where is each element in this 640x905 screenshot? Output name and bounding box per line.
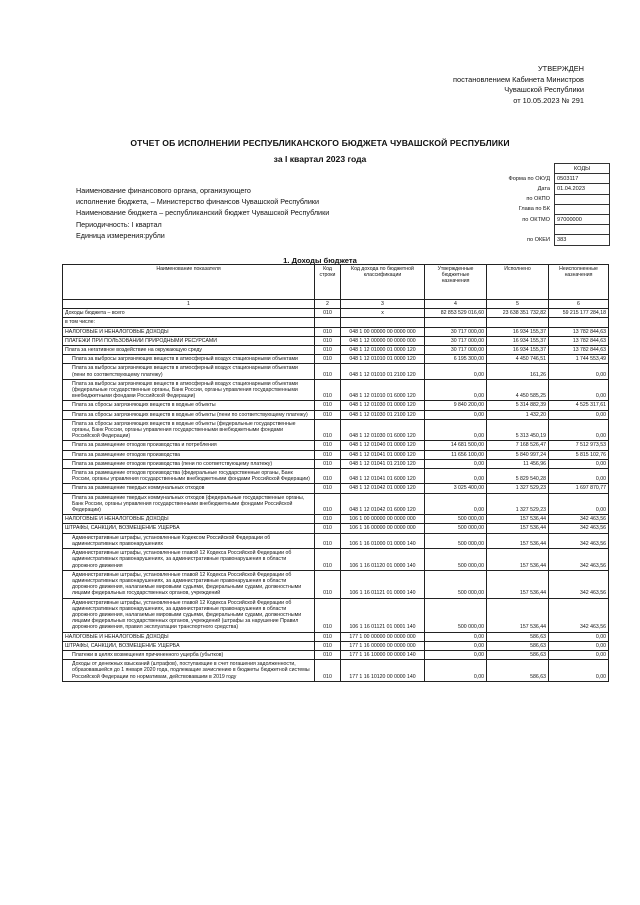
row-approved: 30 717 000,00 [425,336,487,345]
row-budget-code: x [341,309,425,318]
row-name: Плата за сбросы загрязняющих веществ в водные объекты (федеральные государственные органы, Банк России, органы управления государственными внебюджетными фондами Российской Федерации) [63,419,315,441]
codes-table [490,163,610,246]
row-executed: 16 934 155,37 [487,327,549,336]
row-line-code: 010 [315,336,341,345]
row-executed: 1 327 529,23 [487,484,549,493]
codes-header-row [490,164,610,174]
row-budget-code: 106 1 16 01120 01 0000 140 [341,549,425,571]
row-approved: 0,00 [425,632,487,641]
row-unexecuted: 13 782 844,63 [549,336,609,345]
table-row [63,364,609,379]
row-budget-code [341,318,425,327]
row-line-code [315,318,341,327]
row-unexecuted: 342 463,56 [549,598,609,632]
row-executed: 586,63 [487,650,549,659]
approval-line: от 10.05.2023 № 291 [513,95,584,105]
row-name: Плата за размещение отходов производства (федеральные государственные органы, Банк России, органы управления государственными внебюджетными фондами Российской Федерации) [63,469,315,484]
row-budget-code: 177 1 16 10120 00 0000 140 [341,660,425,682]
table-row [63,660,609,682]
row-budget-code: 048 1 12 01030 01 0000 120 [341,401,425,410]
row-unexecuted: 0,00 [549,650,609,659]
row-executed: 16 934 155,37 [487,346,549,355]
row-unexecuted: 0,00 [549,419,609,441]
row-executed: 11 456,96 [487,459,549,468]
row-executed: 1 327 529,23 [487,493,549,515]
codes-label: по ОКПО [526,196,550,203]
row-approved: 500 000,00 [425,524,487,533]
row-name: НАЛОГОВЫЕ И НЕНАЛОГОВЫЕ ДОХОДЫ [63,632,315,641]
row-budget-code: 048 1 00 00000 00 0000 000 [341,327,425,336]
row-approved: 0,00 [425,469,487,484]
row-line-code: 010 [315,484,341,493]
row-unexecuted: 1 697 870,77 [549,484,609,493]
table-row [63,379,609,401]
row-name: Плата за негативное воздействие на окружающую среду [63,346,315,355]
table-row [63,598,609,632]
table-row [63,641,609,650]
row-approved: 9 840 200,00 [425,401,487,410]
column-header: Неисполненные назначения [549,265,609,300]
row-line-code: 010 [315,309,341,318]
column-header: Утвержденные бюджетные назначения [425,265,487,300]
section-title: 1. Доходы бюджета [283,256,357,265]
meta-line: исполнение бюджета, – Министерство финансов Чувашской Республики [76,197,320,207]
codes-value [555,225,610,235]
row-approved: 30 717 000,00 [425,327,487,336]
codes-label [490,164,555,174]
row-unexecuted: 0,00 [549,459,609,468]
row-approved: 0,00 [425,459,487,468]
row-budget-code: 048 1 12 01042 01 0000 120 [341,484,425,493]
row-approved: 30 717 000,00 [425,346,487,355]
row-unexecuted: 13 782 844,63 [549,327,609,336]
row-executed: 5 314 882,39 [487,401,549,410]
row-budget-code: 177 1 00 00000 00 0000 000 [341,632,425,641]
row-approved: 500 000,00 [425,549,487,571]
row-line-code: 010 [315,632,341,641]
row-name: ПЛАТЕЖИ ПРИ ПОЛЬЗОВАНИИ ПРИРОДНЫМИ РЕСУРСАМИ [63,336,315,345]
table-row [63,632,609,641]
row-name: Плата за сбросы загрязняющих веществ в водные объекты (пени по соответствующему платежу) [63,410,315,419]
codes-value: 383 [555,235,610,245]
row-line-code: 010 [315,346,341,355]
row-line-code: 010 [315,355,341,364]
row-line-code: 010 [315,450,341,459]
row-executed: 23 638 351 732,82 [487,309,549,318]
table-row [63,410,609,419]
row-budget-code: 048 1 12 01040 01 0000 120 [341,441,425,450]
codes-value: 97000000 [555,214,610,224]
row-executed: 157 536,44 [487,533,549,548]
row-unexecuted: 7 512 973,53 [549,441,609,450]
row-budget-code: 048 1 12 01042 01 6000 120 [341,493,425,515]
table-row [63,309,609,318]
table-row [63,318,609,327]
codes-row [490,194,610,204]
report-title: ОТЧЕТ ОБ ИСПОЛНЕНИИ РЕСПУБЛИКАНСКОГО БЮДЖЕТА ЧУВАШСКОЙ РЕСПУБЛИКИ [130,138,510,148]
row-approved: 0,00 [425,419,487,441]
row-line-code: 010 [315,469,341,484]
table-row [63,493,609,515]
row-name: Плата за выбросы загрязняющих веществ в атмосферный воздух стационарными объектами [63,355,315,364]
row-executed: 5 840 997,24 [487,450,549,459]
row-executed: 1 432,20 [487,410,549,419]
row-executed: 4 450 585,25 [487,379,549,401]
row-line-code: 010 [315,441,341,450]
row-line-code: 010 [315,515,341,524]
row-line-code: 010 [315,650,341,659]
table-row [63,336,609,345]
codes-label: Глава по БК [518,206,550,213]
row-approved: 14 681 500,00 [425,441,487,450]
row-executed: 4 450 746,51 [487,355,549,364]
row-approved: 0,00 [425,364,487,379]
row-unexecuted: 0,00 [549,410,609,419]
row-name: Плата за размещение отходов производства [63,450,315,459]
approval-line: постановлением Кабинета Министров [453,74,584,84]
table-row [63,549,609,571]
row-executed: 5 313 450,19 [487,419,549,441]
row-name: Плата за выбросы загрязняющих веществ в атмосферный воздух стационарными объектами (федеральные государственные органы, Банк России, органы управления государственными внебюджетными фондами Российской Федерации) [63,379,315,401]
row-name: Плата за размещение твердых коммунальных отходов [63,484,315,493]
row-unexecuted: 4 525 317,61 [549,401,609,410]
row-executed: 161,26 [487,364,549,379]
row-unexecuted: 0,00 [549,469,609,484]
row-budget-code: 048 1 12 01041 01 0000 120 [341,450,425,459]
codes-value: 0503117 [555,174,610,184]
row-unexecuted: 0,00 [549,493,609,515]
row-unexecuted: 59 215 177 284,18 [549,309,609,318]
column-header: Код строки [315,265,341,300]
row-approved: 0,00 [425,660,487,682]
row-approved: 500 000,00 [425,515,487,524]
row-name: Доходы бюджета – всего [63,309,315,318]
row-executed: 5 829 540,28 [487,469,549,484]
table-header-row [63,265,609,300]
row-name: НАЛОГОВЫЕ И НЕНАЛОГОВЫЕ ДОХОДЫ [63,327,315,336]
row-approved: 500 000,00 [425,570,487,598]
codes-label [490,225,555,235]
row-name: ШТРАФЫ, САНКЦИИ, ВОЗМЕЩЕНИЕ УЩЕРБА [63,524,315,533]
approval-line: Чувашской Республики [504,85,584,95]
row-unexecuted: 0,00 [549,379,609,401]
row-line-code: 010 [315,401,341,410]
row-name: Административные штрафы, установленные главой 12 Кодекса Российской Федерации об административных правонарушениях, за административные правонарушения в области дорожного движения, налагаемые мировыми судьями, федеральными судами, должностными лицами федеральных государственных органов, учреждений (штрафы за нарушение Правил дорожного движения, правил эксплуатации транспортного средства) [63,598,315,632]
row-budget-code: 048 1 12 01010 01 0000 120 [341,355,425,364]
row-unexecuted: 5 815 102,76 [549,450,609,459]
row-executed: 7 168 526,47 [487,441,549,450]
table-row [63,515,609,524]
row-line-code: 010 [315,524,341,533]
row-name: Административные штрафы, установленные главой 12 Кодекса Российской Федерации об административных правонарушениях, за административные правонарушения в области дорожного движения, налагаемые мировыми судьями, федеральными судами, должностными лицами федеральных государственных органов, учреждений [63,570,315,598]
row-name: Административные штрафы, установленные главой 12 Кодекса Российской Федерации об административных правонарушениях, за административные правонарушения в области дорожного движения [63,549,315,571]
row-unexecuted: 342 463,56 [549,524,609,533]
codes-header: КОДЫ [555,164,610,174]
column-number: 1 [63,300,315,309]
approval-block [344,64,584,106]
meta-line: Наименование бюджета – республиканский бюджет Чувашской Республики [76,208,330,218]
row-executed: 157 536,44 [487,549,549,571]
table-row [63,401,609,410]
meta-line: Наименование финансового органа, организующего [76,186,251,195]
row-executed: 157 536,44 [487,515,549,524]
table-row [63,346,609,355]
table-row [63,441,609,450]
row-name: Административные штрафы, установленные Кодексом Российской Федерации об административных правонарушениях [63,533,315,548]
row-line-code: 010 [315,364,341,379]
row-line-code: 010 [315,493,341,515]
row-approved: 0,00 [425,641,487,650]
codes-row [490,225,610,235]
table-row [63,650,609,659]
row-line-code: 010 [315,379,341,401]
row-budget-code: 048 1 12 01000 01 0000 120 [341,346,425,355]
codes-label: по ОКЕИ [526,236,550,243]
row-name: Плата за сбросы загрязняющих веществ в водные объекты [63,401,315,410]
row-executed: 16 934 155,37 [487,336,549,345]
row-executed: 157 536,44 [487,524,549,533]
column-header: Код дохода по бюджетной классификации [341,265,425,300]
row-line-code: 010 [315,549,341,571]
row-budget-code: 048 1 12 01010 01 2100 120 [341,364,425,379]
column-number: 5 [487,300,549,309]
row-budget-code: 048 1 12 01041 01 6000 120 [341,469,425,484]
row-unexecuted: 13 782 844,63 [549,346,609,355]
codes-row [490,204,610,214]
table-row [63,533,609,548]
codes-value: 01.04.2023 [555,184,610,194]
codes-row [490,174,610,184]
row-name: в том числе: [63,318,315,327]
row-executed: 157 536,44 [487,570,549,598]
table-row [63,524,609,533]
row-budget-code: 177 1 16 00000 00 0000 000 [341,641,425,650]
row-budget-code: 106 1 00 00000 00 0000 000 [341,515,425,524]
row-approved: 82 853 529 016,60 [425,309,487,318]
row-budget-code: 048 1 12 01030 01 6000 120 [341,419,425,441]
column-number: 6 [549,300,609,309]
row-unexecuted: 342 463,56 [549,515,609,524]
row-name: Доходы от денежных взысканий (штрафов), поступающие в счет погашения задолженности, образовавшейся до 1 января 2020 года, подлежащие зачислению в бюджеты бюджетной системы Российской Федерации по нормативам, действовавшим в 2019 году [63,660,315,682]
row-line-code: 010 [315,660,341,682]
row-line-code: 010 [315,459,341,468]
row-unexecuted: 342 463,56 [549,533,609,548]
row-unexecuted [549,318,609,327]
row-unexecuted: 1 744 553,49 [549,355,609,364]
row-name: Плата за размещение твердых коммунальных отходов (федеральные государственные органы, Банк России, органы управления государственными внебюджетными фондами Российской Федерации) [63,493,315,515]
report-period: за I квартал 2023 года [273,154,367,164]
codes-value [555,204,610,214]
row-name: НАЛОГОВЫЕ И НЕНАЛОГОВЫЕ ДОХОДЫ [63,515,315,524]
row-unexecuted: 0,00 [549,660,609,682]
column-number: 2 [315,300,341,309]
row-unexecuted: 342 463,56 [549,549,609,571]
table-row [63,469,609,484]
column-number: 3 [341,300,425,309]
row-line-code: 010 [315,570,341,598]
table-row [63,459,609,468]
row-line-code: 010 [315,419,341,441]
row-line-code: 010 [315,327,341,336]
codes-label: по ОКТМО [522,216,550,223]
income-table [62,264,609,682]
codes-label: Форма по ОКУД [508,175,550,182]
row-line-code: 010 [315,410,341,419]
row-approved: 500 000,00 [425,533,487,548]
codes-value [555,194,610,204]
row-unexecuted: 0,00 [549,641,609,650]
codes-row [490,235,610,245]
codes-row [490,214,610,224]
row-line-code: 010 [315,641,341,650]
row-line-code: 010 [315,598,341,632]
row-approved: 0,00 [425,650,487,659]
row-budget-code: 106 1 16 01121 01 0001 140 [341,598,425,632]
row-name: Плата за выбросы загрязняющих веществ в атмосферный воздух стационарными объектами (пени по соответствующему платежу) [63,364,315,379]
meta-line: Единица измерения:рубли [76,230,165,240]
row-budget-code: 177 1 16 10000 00 0000 140 [341,650,425,659]
row-name: ШТРАФЫ, САНКЦИИ, ВОЗМЕЩЕНИЕ УЩЕРБА [63,641,315,650]
row-approved [425,318,487,327]
row-budget-code: 048 1 12 01041 01 2100 120 [341,459,425,468]
row-name: Плата за размещение отходов производства и потребления [63,441,315,450]
approval-line: УТВЕРЖДЕН [537,64,584,73]
column-number: 4 [425,300,487,309]
table-row [63,450,609,459]
column-header: Наименование показателя [63,265,315,300]
row-name: Плата за размещение отходов производства (пени по соответствующему платежу) [63,459,315,468]
row-line-code: 010 [315,533,341,548]
table-row [63,419,609,441]
row-executed: 586,63 [487,641,549,650]
row-unexecuted: 0,00 [549,632,609,641]
row-budget-code: 048 1 12 00000 00 0000 000 [341,336,425,345]
row-name: Платежи в целях возмещения причиненного ущерба (убытков) [63,650,315,659]
report-meta [76,185,456,241]
table-row [63,570,609,598]
row-unexecuted: 342 463,56 [549,570,609,598]
row-approved: 3 025 400,00 [425,484,487,493]
table-row [63,327,609,336]
table-row [63,484,609,493]
row-approved: 0,00 [425,379,487,401]
table-row [63,355,609,364]
meta-line: Периодичность: I квартал [76,219,162,229]
row-budget-code: 106 1 16 00000 00 0000 000 [341,524,425,533]
row-approved: 6 195 300,00 [425,355,487,364]
row-executed: 586,63 [487,660,549,682]
row-approved: 11 656 100,00 [425,450,487,459]
codes-row [490,184,610,194]
table-body [63,309,609,682]
row-approved: 0,00 [425,410,487,419]
row-executed: 586,63 [487,632,549,641]
row-executed [487,318,549,327]
row-approved: 0,00 [425,493,487,515]
column-number-row [63,300,609,309]
column-header: Исполнено [487,265,549,300]
row-budget-code: 106 1 16 01000 01 0000 140 [341,533,425,548]
row-approved: 500 000,00 [425,598,487,632]
row-budget-code: 048 1 12 01010 01 6000 120 [341,379,425,401]
row-budget-code: 048 1 12 01030 01 2100 120 [341,410,425,419]
row-unexecuted: 0,00 [549,364,609,379]
codes-label: Дата [537,185,550,192]
row-executed: 157 536,44 [487,598,549,632]
row-budget-code: 106 1 16 01121 01 0000 140 [341,570,425,598]
